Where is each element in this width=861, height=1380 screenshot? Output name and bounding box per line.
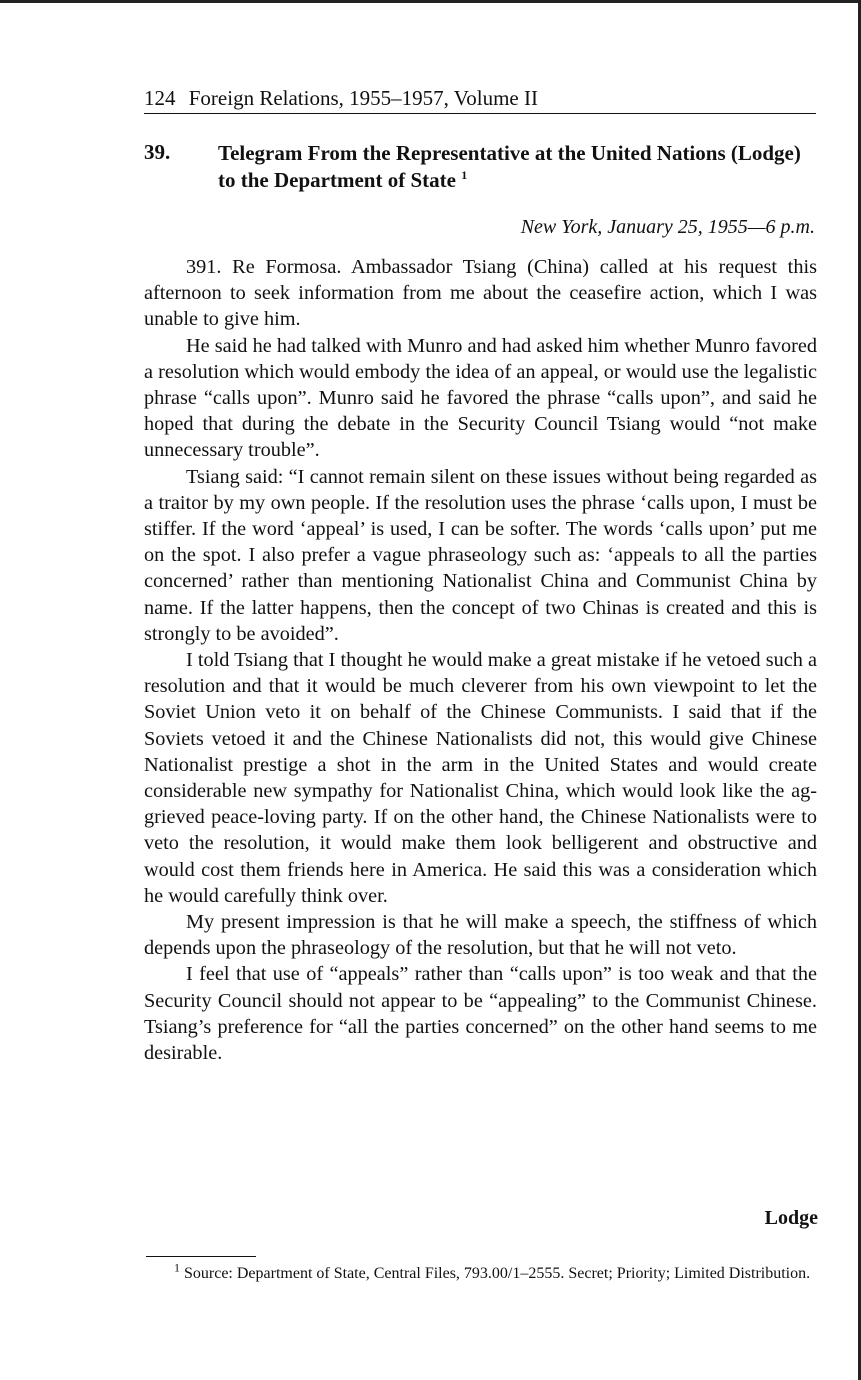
page-number: 124	[144, 86, 176, 110]
volume-title: Foreign Relations, 1955–1957, Volume II	[188, 86, 538, 110]
paragraph: I told Tsiang that I thought he would make a great mistake if he vetoed such a resolution and that it would be much cleverer from his own viewpoint to let the Soviet Union veto it on behalf of the Chinese Communists. I said that if the Soviets vetoed it and the Chinese Nationalists did not, this would give Chinese Nationalist prestige a shot in the arm in the United States and would create considerable new sympathy for Nationalist China, which would look like the aggrieved peace-loving party. If on the other hand, the Chinese Nationalists were to veto the resolution, it would make them look belligerent and obstructive and would cost them friends here in America. He said this was a consideration which he would carefully think over.	[144, 649, 817, 907]
footnote-reference: 1	[461, 168, 468, 182]
dateline: New York, January 25, 1955—6 p.m.	[520, 216, 815, 238]
paragraph: He said he had talked with Munro and had asked him whether Munro favored a resolution which would embody the idea of an appeal, or would use the legalistic phrase “calls upon”. Munro said he favored the phrase “calls upon”, and said he hoped that during the debate in the Security Council Tsiang would “not make unnecessary trouble”.	[144, 334, 817, 462]
footnote-marker: 1	[174, 1260, 180, 1275]
document-number: 39.	[144, 140, 171, 164]
document-title	[218, 140, 818, 194]
document-title-text: Telegram From the Representative at the United Nations (Lodge) to the Department of State	[218, 141, 801, 192]
running-head	[144, 84, 816, 114]
footnote	[146, 1260, 818, 1284]
paragraph: I feel that use of “appeals” rather than “calls upon” is too weak and that the Security Council should not appear to be “appealing” to the Communist Chinese. Tsiang’s preference for “all the parties concerned” on the other hand seems to me desirable.	[144, 963, 817, 1065]
signature: Lodge	[764, 1207, 818, 1229]
footnote-text: Source: Department of State, Central Files, 793.00/1–2555. Secret; Priority; Limited Distribution.	[184, 1265, 811, 1282]
paragraph: 391. Re Formosa. Ambassador Tsiang (China) called at his request this afternoon to seek information from me about the ceasefire action, which I was unable to give him.	[144, 256, 817, 331]
paragraph: Tsiang said: “I cannot remain silent on these issues without being regarded as a traitor by my own people. If the resolution uses the phrase ‘calls upon, I must be stiffer. If the word ‘appeal’ is used, I can be softer. The words ‘calls upon’ put me on the spot. I also prefer a vague phraseology such as: ‘appeals to all the parties concerned’ rather than mentioning Nationalist China and Communist China by name. If the latter happens, then the concept of two Chinas is created and this is strongly to be avoided”.	[144, 465, 817, 645]
footnote-divider	[146, 1256, 256, 1257]
page-top-edge	[0, 0, 861, 3]
paragraph: My present impression is that he will make a speech, the stiffness of which depends upon the phraseology of the resolution, but that he will not veto.	[144, 911, 817, 960]
telegram-body	[144, 254, 817, 1066]
